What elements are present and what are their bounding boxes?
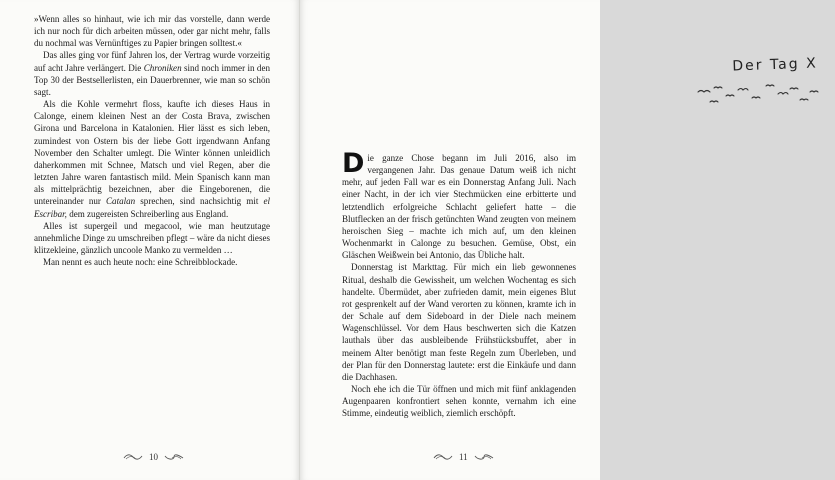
- page-number-left: 10: [149, 452, 158, 462]
- drop-cap: D: [342, 148, 365, 179]
- paragraph: [34, 98, 270, 220]
- text-run: sind noch immer in den Top 30 der Bestsellerlisten, ein Dauerbrenner, wie man so schön sagt.: [34, 62, 270, 97]
- left-page: [0, 0, 300, 480]
- chapter-title: Der Tag X: [732, 55, 818, 75]
- text-run: Als die Kohle vermehrt floss, kaufte ich dieses Haus in Calonge, einem kleinen Nest an der Costa Brava, zwischen Girona und Barcelona in Katalonien. Hier lässt es sich leben, zumindest von Ostern bis der liebe Gott irgendwann Anfang November den Schalter umlegt. Die Winter können unleidlich daherkommen mit Schnee, Matsch und viel Regen, aber die letzten Jahre waren fantastisch mild. Mein Spanisch kann man als mittelprächtig bezeichnen, aber die Eingeborenen, die untereinander nur: [34, 99, 270, 207]
- paragraph: [34, 49, 270, 98]
- text-run: Das alles ging vor fünf Jahren los, der Vertrag wurde vorzeitig auf acht Jahre verlängert. Die: [34, 50, 270, 73]
- text-run: Alles ist supergeil und megacool, wie man heutzutage annehmliche Dinge zu umschreiben pflegt – wäre da nicht dieses klitzekleine, gänzlich uncoole Manko zu vermelden …: [34, 220, 270, 255]
- paragraph: [34, 256, 270, 268]
- text-run: ie ganze Chose begann im Juli 2016, also im vergangenen Jahr. Das genaue Datum weiß ich nicht mehr, auf jeden Fall war es ein Donnerstag Anfang Juli. Nach einer Nacht, in der ich vier Stechmücken eine erbitterte und letztendlich erfolgreiche Schlacht geliefert hatte – die Blutflecken an der frisch getünchten Wand zeugten von meinem heroischen Sieg – machte ich mich auf, um den kleinen Wochenmarkt in Calonge zu besuchen. Gemüse, Obst, ein Gläschen Weißwein bei Antonio, das Übliche halt.: [342, 153, 576, 261]
- paragraph: [342, 261, 576, 383]
- italic-text-run: Catalan: [106, 196, 136, 207]
- tilde-swash-ornament-icon: [433, 453, 453, 461]
- tilde-swash-ornament-icon: [123, 453, 143, 461]
- flock-of-birds-icon: [680, 76, 830, 116]
- text-run: Noch ehe ich die Tür öffnen und mich mit fünf anklagenden Augenpaaren konfrontiert sehen konnte, vernahm ich eine Stimme, eindeutig weiblich, ziemlich erschöpft.: [342, 383, 576, 419]
- italic-text-run: Chroniken: [143, 62, 182, 73]
- tilde-swash-ornament-icon: [164, 453, 184, 461]
- paragraph: [342, 383, 576, 419]
- page-number-right: 11: [459, 452, 468, 462]
- text-run: sprechen, sind nachsichtig mit: [135, 196, 264, 207]
- right-folio: [433, 452, 494, 462]
- left-page-text: [34, 13, 270, 268]
- right-page-text: [342, 148, 576, 419]
- text-run: »Wenn alles so hinhaut, wie ich mir das vorstelle, dann werde ich nur noch für dich arbeiten müssen, oder gar nicht mehr, falls du nochmal was Vernünftiges zu Papier bringen solltest.«: [34, 14, 270, 49]
- paragraph: [34, 220, 270, 256]
- tilde-swash-ornament-icon: [474, 453, 494, 461]
- text-run: dem zugereisten Schreiberling aus England.: [66, 208, 229, 219]
- right-page: [300, 0, 818, 480]
- text-run: Donnerstag ist Markttag. Für mich ein lieb gewonnenes Ritual, deshalb die Gewissheit, um welchen Wochentag es sich handelte. Übermüdet, aber zufrieden damit, mein eigenes Blut rot gesprenkelt auf der Wand verorten zu können, kramte ich in der Schale auf dem Sideboard in der Diele nach meinem Wagenschlüssel. Vor dem Haus beschwerten sich die Katzen lauthals über das ausbleibende Frühstücksbuffet, aber in meinem Alter benötigt man feste Regeln zum Überleben, und der Plan für den Donnerstag lautete: erst die Einkäufe und dann die Dachhasen.: [342, 262, 576, 382]
- paragraph: [34, 13, 270, 49]
- italic-text-run: el Escribar,: [34, 196, 270, 219]
- left-folio: [123, 452, 184, 462]
- paragraph: [342, 148, 576, 261]
- text-run: Man nennt es auch heute noch: eine Schreibblockade.: [43, 257, 238, 268]
